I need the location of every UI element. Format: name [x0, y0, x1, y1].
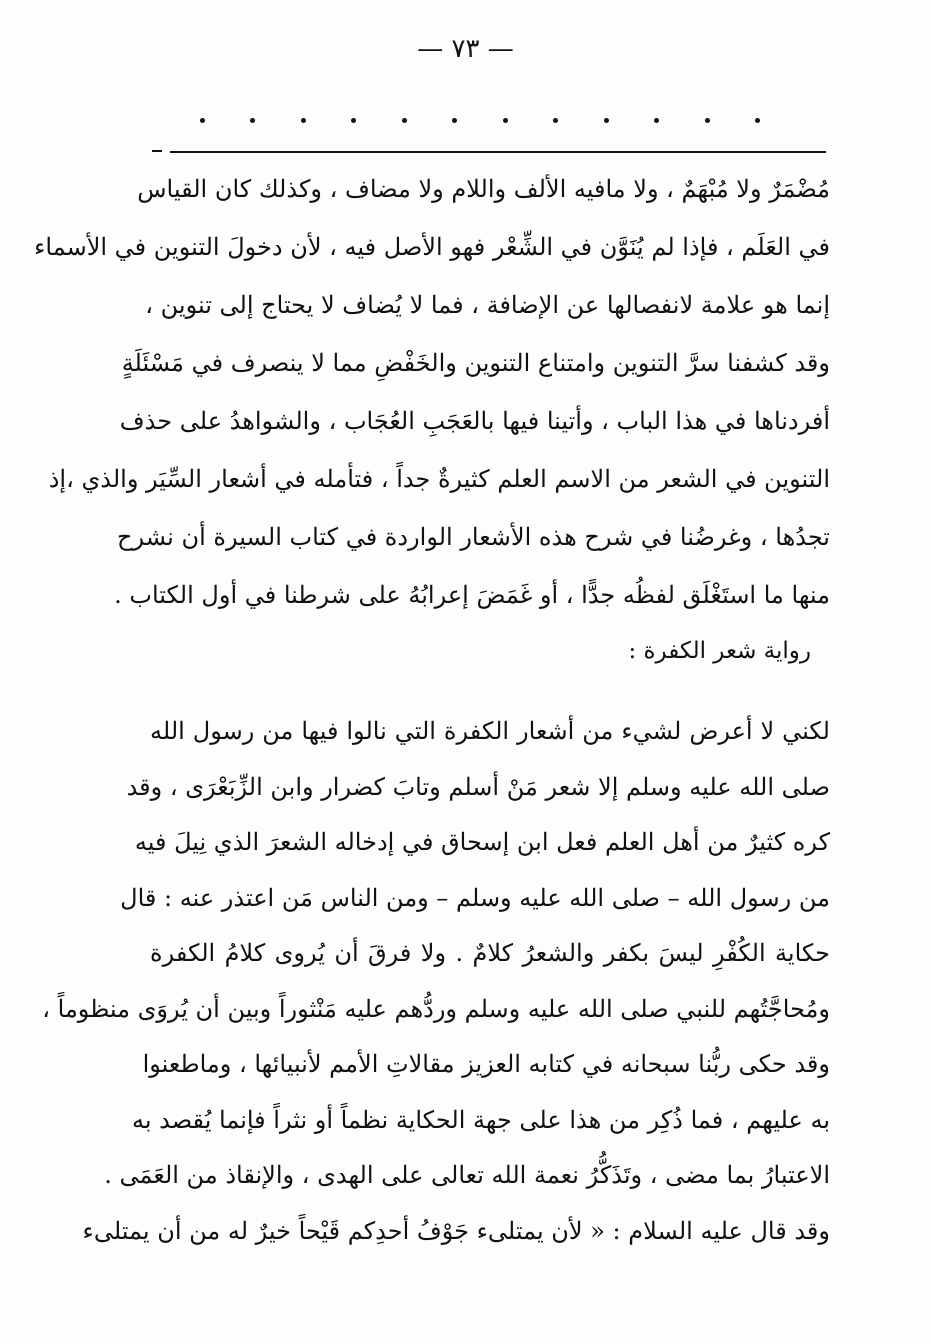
dot [654, 118, 659, 123]
dot [250, 118, 255, 123]
text-line: إنما هو علامة لانفصالها عن الإضافة ، فما لا يُضاف لا يحتاج إلى تنوين ، [145, 291, 830, 319]
text-line: لكني لا أعرض لشيء من أشعار الكفرة التي نالوا فيها من رسول الله [150, 717, 830, 745]
text-line: وقد كشفنا سرَّ التنوين وامتناع التنوين والخَفْضِ مما لا ينصرف في مَسْئَلَةٍ [121, 349, 830, 377]
header-dot-row [200, 118, 760, 123]
dot [553, 118, 558, 123]
dot [452, 118, 457, 123]
dot [301, 118, 306, 123]
dot [402, 118, 407, 123]
text-line: به عليهم ، فما ذُكِر من هذا على جهة الحكاية نظماً أو نثراً فإنما يُقصد به [131, 1105, 830, 1134]
dot [604, 118, 609, 123]
text-line: أفردناها في هذا الباب ، وأتينا فيها بالعَجَبِ العُجَاب ، والشواهدُ على حذف [119, 407, 830, 435]
text-line: في العَلَم ، فإذا لم يُنَوَّن في الشِّعْر فهو الأصل فيه ، لأن دخولَ التنوين في الأسماء [34, 233, 830, 261]
text-line: حكاية الكُفْرِ ليسَ بكفر والشعرُ كلامٌ . ولا فرقَ أن يُروى كلامُ الكفرة [150, 939, 830, 967]
text-line: كره كثيرٌ من أهل العلم فعل ابن إسحاق في إدخاله الشعرَ الذي نِيلَ فيه [134, 828, 830, 856]
text-line: ومُحاجَّتُهم للنبي صلى الله عليه وسلم وردُّهم عليه مَنْثوراً وبين أن يُروَى منظوماً ، [42, 994, 830, 1023]
header-rule [170, 151, 826, 153]
dot [755, 118, 760, 123]
paragraph-2 [42, 704, 830, 1259]
text-line: وقد حكى ربُّنا سبحانه في كتابه العزيز مقالاتِ الأمم لأنبيائها ، وماطعنوا [142, 1050, 830, 1078]
text-line: الاعتبارُ بما مضى ، وتَذَكُّرُ نعمة الله تعالى على الهدى ، والإنقاذ من العَمَى . [104, 1161, 830, 1189]
dot [503, 118, 508, 123]
text-line: التنوين في الشعر من الاسم العلم كثيرةٌ جداً ، فتأمله في أشعار السِّيَر والذي ،إذ [48, 465, 830, 493]
rule-tick [152, 150, 162, 152]
text-line: صلى الله عليه وسلم إلا شعر مَنْ أسلم وتابَ كضرار وابن الزِّبَعْرَى ، وقد [126, 772, 830, 801]
text-line: مُضْمَرٌ ولا مُبْهَمٌ ، ولا مافيه الألف واللام ولا مضاف ، وكذلك كان القياس [137, 175, 830, 203]
paragraph-1 [34, 160, 830, 624]
text-line: منها ما استَغْلَق لفظُه جدًّا ، أو غَمَضَ إعرابُهُ على شرطنا في أول الكتاب . [114, 581, 830, 609]
dot [351, 118, 356, 123]
text-line: وقد قال عليه السلام : « لأن يمتلىء جَوْفُ أحدِكم قَيْحاً خيرٌ له من أن يمتلىء [82, 1216, 830, 1245]
text-line: من رسول الله – صلى الله عليه وسلم – ومن الناس مَن اعتذر عنه : قال [120, 883, 830, 912]
section-heading: رواية شعر الكفرة : [628, 638, 811, 664]
text-line: تجدُها ، وغرضُنا في شرح هذه الأشعار الواردة في كتاب السيرة أن نشرح [117, 523, 830, 551]
dot [705, 118, 710, 123]
page-number: — ٧٣ — [417, 34, 514, 64]
dot [200, 118, 205, 123]
